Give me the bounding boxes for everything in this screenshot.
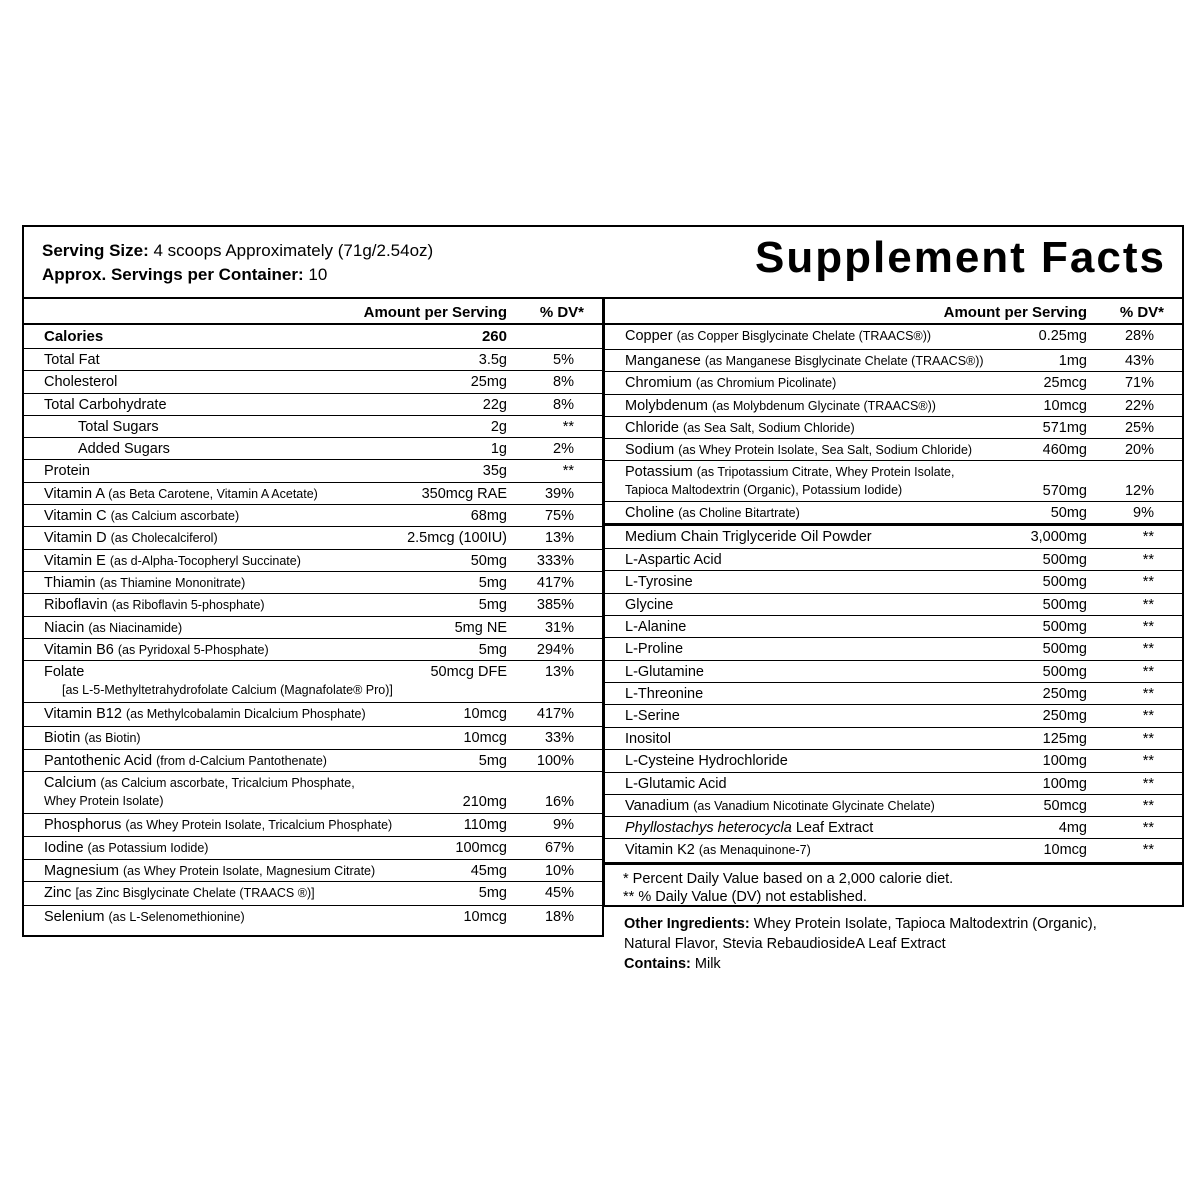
dv-value: ** (1142, 776, 1154, 792)
table-row (24, 617, 602, 639)
nutrient-name (625, 574, 693, 590)
amount-value: 50mcg (1043, 798, 1087, 814)
nutrient-label: Vitamin C (44, 508, 107, 524)
table-row (605, 817, 1182, 839)
contains-value: Milk (690, 956, 721, 972)
table-row (24, 639, 602, 661)
nutrient-name (44, 706, 366, 722)
amount-value: 2g (490, 419, 507, 435)
amount-value: 571mg (1042, 420, 1087, 436)
amount-value: 68mg (470, 508, 507, 524)
nutrient-source: (from d-Calcium Pantothenate) (156, 754, 327, 768)
table-row (605, 839, 1182, 863)
nutrient-source: (as Copper Bisglycinate Chelate (TRAACS®)) (676, 329, 932, 343)
nutrient-label-rest: Leaf Extract (791, 820, 874, 836)
nutrient-name (44, 597, 265, 613)
dv-value: 13% (544, 664, 574, 680)
dv-value: 13% (544, 530, 574, 546)
nutrient-name (44, 463, 90, 479)
nutrient-source: (as Methylcobalamin Dicalcium Phosphate) (125, 707, 366, 721)
amount-value: 100mcg (455, 840, 507, 856)
table-row (24, 416, 602, 438)
other-ingredients-label: Other Ingredients: (624, 916, 750, 932)
nutrient-name (44, 863, 375, 879)
nutrient-name (625, 619, 686, 635)
nutrient-name (44, 885, 315, 901)
dv-column-label: % DV* (539, 304, 584, 321)
dv-value: ** (1142, 664, 1154, 680)
table-row (24, 483, 602, 505)
dv-value: ** (562, 419, 574, 435)
dv-value: 2% (553, 441, 574, 457)
table-row (605, 773, 1182, 795)
nutrient-source: (as Whey Protein Isolate, Sea Salt, Sodium Chloride) (678, 443, 973, 457)
nutrient-name (625, 776, 727, 792)
serving-size-value: 4 scoops Approximately (71g/2.54oz) (153, 241, 434, 260)
amount-value: 4mg (1058, 820, 1087, 836)
nutrient-name (625, 420, 855, 436)
nutrient-name (78, 441, 170, 457)
nutrient-label: Pantothenic Acid (44, 753, 153, 769)
nutrient-label: Manganese (625, 353, 701, 369)
table-row (605, 728, 1182, 750)
nutrient-label: Medium Chain Triglyceride Oil Powder (625, 529, 872, 545)
serving-size (42, 241, 433, 261)
nutrient-label: Vitamin A (44, 486, 105, 502)
dv-value: 10% (544, 863, 574, 879)
table-row (605, 638, 1182, 661)
nutrient-label: Chloride (625, 420, 679, 436)
nutrient-name (44, 328, 103, 345)
amount-value: 5mg (478, 642, 507, 658)
amount-value: 500mg (1042, 574, 1087, 590)
contains-label: Contains: (624, 956, 691, 972)
nutrient-label: Selenium (44, 909, 105, 925)
table-row (24, 460, 602, 483)
amount-value: 500mg (1042, 664, 1087, 680)
nutrient-source: (as Sea Salt, Sodium Chloride) (683, 421, 855, 435)
amount-value: 210mg (462, 794, 507, 810)
dv-value: 25% (1124, 420, 1154, 436)
nutrient-source: (as Whey Protein Isolate, Magnesium Citrate) (122, 864, 376, 878)
nutrient-source: [as Zinc Bisglycinate Chelate (TRAACS ®)] (75, 886, 315, 900)
dv-column-label: % DV* (1119, 304, 1164, 321)
nutrient-source: (as Vanadium Nicotinate Glycinate Chelate) (693, 799, 935, 813)
other-ingredients-line2: Natural Flavor, Stevia RebaudiosideA Leaf Extract (624, 936, 946, 952)
dv-value: ** (1142, 820, 1154, 836)
dv-value: 18% (544, 909, 574, 925)
nutrient-label: L-Threonine (625, 686, 704, 702)
dv-value: 8% (553, 397, 574, 413)
nutrient-name (78, 419, 159, 435)
dv-value: ** (1142, 574, 1154, 590)
table-row (605, 705, 1182, 728)
nutrient-source: (as Cholecalciferol) (110, 531, 218, 545)
nutrient-name (625, 328, 931, 344)
dv-value: 385% (536, 597, 574, 613)
nutrient-name (625, 505, 800, 521)
dv-value: 100% (536, 753, 574, 769)
dv-value: ** (1142, 842, 1154, 858)
amount-value: 5mg NE (454, 620, 507, 636)
table-row (24, 750, 602, 772)
dv-value: 16% (544, 794, 574, 810)
table-row (24, 814, 602, 837)
amount-value: 10mcg (463, 706, 507, 722)
dv-value: 5% (553, 352, 574, 368)
nutrient-name (625, 731, 671, 747)
amount-value: 45mg (470, 863, 507, 879)
dv-value: 9% (1133, 505, 1154, 521)
nutrient-label: L-Glutamine (625, 664, 704, 680)
nutrient-name (44, 775, 355, 791)
dv-value: ** (1142, 529, 1154, 545)
table-row (605, 395, 1182, 417)
facts-header (22, 225, 1184, 297)
amount-column-label: Amount per Serving (363, 304, 507, 321)
amount-value: 250mg (1042, 686, 1087, 702)
dv-value: 417% (536, 575, 574, 591)
table-row (605, 461, 1182, 502)
nutrient-label: Protein (44, 463, 90, 479)
nutrient-label: Zinc (44, 885, 72, 901)
nutrient-name (44, 575, 245, 591)
nutrient-label: Inositol (625, 731, 671, 747)
dv-value: 67% (544, 840, 574, 856)
dv-value: 9% (553, 817, 574, 833)
table-row (24, 325, 602, 349)
not-established-footnote: ** % Daily Value (DV) not established. (623, 889, 867, 905)
amount-value: 5mg (478, 753, 507, 769)
amount-value: 100mg (1042, 753, 1087, 769)
amount-value: 22g (482, 397, 507, 413)
amount-value: 110mg (463, 817, 507, 833)
nutrient-label: L-Aspartic Acid (625, 552, 722, 568)
nutrient-source-line2: Tapioca Maltodextrin (Organic), Potassium Iodide) (625, 483, 903, 497)
nutrient-name (625, 686, 703, 702)
nutrient-label: Added Sugars (78, 441, 170, 457)
nutrient-label: Vitamin B6 (44, 642, 114, 658)
nutrient-source: (as Menaquinone-7) (698, 843, 811, 857)
nutrient-name (44, 508, 239, 524)
nutrient-name (44, 620, 182, 636)
amount-value: 10mcg (463, 909, 507, 925)
table-row (24, 572, 602, 594)
nutrient-name (44, 642, 269, 658)
nutrient-source: (as Chromium Picolinate) (695, 376, 837, 390)
table-row (605, 661, 1182, 683)
nutrient-name (625, 529, 872, 545)
nutrient-label: Phosphorus (44, 817, 122, 833)
nutrient-label: Copper (625, 328, 673, 344)
nutrient-name (625, 820, 873, 836)
nutrient-name (625, 664, 704, 680)
nutrient-source: (as Molybdenum Glycinate (TRAACS®)) (712, 399, 936, 413)
amount-value: 50mg (1050, 505, 1087, 521)
table-row (24, 860, 602, 882)
nutrient-name (44, 397, 167, 413)
nutrient-label: Vitamin E (44, 553, 106, 569)
dv-value: 45% (544, 885, 574, 901)
table-row (605, 502, 1182, 526)
nutrient-name (625, 842, 811, 858)
nutrient-label: Thiamin (44, 575, 96, 591)
amount-value: 1g (490, 441, 507, 457)
dv-value: 333% (536, 553, 574, 569)
amount-value: 570mg (1042, 483, 1087, 499)
nutrient-name (625, 753, 788, 769)
nutrient-label: Vitamin D (44, 530, 107, 546)
nutrient-name (44, 817, 392, 833)
amount-value: 500mg (1042, 552, 1087, 568)
left-column-header (24, 299, 602, 325)
nutrient-name (44, 664, 84, 680)
nutrient-name (625, 398, 936, 414)
amount-value: 100mg (1042, 776, 1087, 792)
amount-value: 125mg (1042, 731, 1087, 747)
dv-footnote: * Percent Daily Value based on a 2,000 calorie diet. (623, 871, 954, 887)
amount-value: 0.25mg (1038, 328, 1087, 344)
amount-value: 3,000mg (1030, 529, 1087, 545)
nutrient-label: Calcium (44, 775, 97, 791)
dv-value: 417% (536, 706, 574, 722)
nutrient-source: (as Whey Protein Isolate, Tricalcium Phosphate) (125, 818, 393, 832)
nutrient-name (625, 353, 984, 369)
nutrient-name (625, 552, 722, 568)
nutrient-source-line2: [as L-5-Methyltetrahydrofolate Calcium (Magnafolate® Pro)] (62, 683, 393, 697)
nutrient-label: Sodium (625, 442, 675, 458)
table-row (24, 394, 602, 416)
table-row (24, 906, 602, 931)
dv-value: 33% (544, 730, 574, 746)
nutrient-name (625, 442, 972, 458)
table-row (24, 703, 602, 727)
nutrient-label: Total Carbohydrate (44, 397, 167, 413)
table-row (605, 350, 1182, 372)
right-rows (605, 325, 1182, 863)
table-row (24, 594, 602, 617)
table-row (605, 549, 1182, 571)
nutrient-source: (as Riboflavin 5-phosphate) (111, 598, 265, 612)
amount-value: 250mg (1042, 708, 1087, 724)
nutrient-name (44, 530, 218, 546)
nutrient-name (44, 840, 208, 856)
nutrient-label: Cholesterol (44, 374, 118, 390)
table-row (24, 550, 602, 572)
left-rows (24, 325, 602, 931)
nutrient-source: (as Pyridoxal 5-Phosphate) (117, 643, 269, 657)
amount-value: 50mcg DFE (430, 664, 507, 680)
nutrient-label: Biotin (44, 730, 81, 746)
nutrient-label: L-Cysteine Hydrochloride (625, 753, 788, 769)
amount-value: 5mg (478, 597, 507, 613)
amount-value: 500mg (1042, 641, 1087, 657)
nutrient-label: L-Alanine (625, 619, 687, 635)
footnotes (603, 862, 1184, 907)
table-row (24, 527, 602, 550)
nutrient-name (625, 708, 680, 724)
table-row (24, 438, 602, 460)
nutrient-source: (as Manganese Bisglycinate Chelate (TRAACS®)) (704, 354, 984, 368)
amount-value: 2.5mcg (100IU) (407, 530, 507, 546)
nutrient-source: (as Thiamine Mononitrate) (99, 576, 246, 590)
amount-value: 500mg (1042, 597, 1087, 613)
table-row (24, 371, 602, 394)
nutrient-name (44, 909, 245, 925)
servings-per-container (42, 265, 327, 285)
nutrient-label: Vitamin B12 (44, 706, 122, 722)
dv-value: 43% (1124, 353, 1154, 369)
nutrient-source: (as Biotin) (84, 731, 141, 745)
nutrient-label: L-Proline (625, 641, 684, 657)
nutrient-label: Glycine (625, 597, 674, 613)
amount-value: 10mcg (463, 730, 507, 746)
table-row (605, 683, 1182, 705)
amount-value: 10mcg (1043, 398, 1087, 414)
nutrient-label: L-Serine (625, 708, 680, 724)
dv-value: 22% (1124, 398, 1154, 414)
servings-label: Approx. Servings per Container: (42, 265, 304, 284)
dv-value: ** (1142, 641, 1154, 657)
dv-value: 71% (1124, 375, 1154, 391)
amount-value: 35g (482, 463, 507, 479)
dv-value: ** (1142, 731, 1154, 747)
nutrient-label: Potassium (625, 464, 693, 480)
nutrient-source: (as d-Alpha-Tocopheryl Succinate) (109, 554, 301, 568)
amount-value: 5mg (478, 575, 507, 591)
dv-value: ** (1142, 597, 1154, 613)
nutrient-label: Vanadium (625, 798, 690, 814)
amount-value: 25mcg (1043, 375, 1087, 391)
amount-value: 260 (481, 328, 507, 345)
table-row (24, 772, 602, 814)
nutrient-name (44, 486, 318, 502)
page-title: Supplement Facts (755, 233, 1166, 282)
nutrient-label: Folate (44, 664, 85, 680)
right-column-header (605, 299, 1182, 325)
table-row (605, 594, 1182, 616)
amount-value: 460mg (1042, 442, 1087, 458)
nutrient-source: (as Potassium Iodide) (87, 841, 209, 855)
dv-value: ** (1142, 708, 1154, 724)
dv-value: ** (562, 463, 574, 479)
nutrient-source: (as Choline Bitartrate) (678, 506, 800, 520)
nutrient-label: Calories (44, 328, 104, 345)
table-row (605, 372, 1182, 395)
dv-value: ** (1142, 798, 1154, 814)
nutrient-label: Niacin (44, 620, 85, 636)
dv-value: ** (1142, 619, 1154, 635)
table-row (24, 837, 602, 860)
dv-value: 12% (1124, 483, 1154, 499)
table-row (605, 417, 1182, 439)
table-row (605, 795, 1182, 817)
nutrient-label: Riboflavin (44, 597, 108, 613)
nutrient-name (44, 352, 100, 368)
amount-column-label: Amount per Serving (943, 304, 1087, 321)
left-facts-table (22, 297, 604, 937)
nutrient-label: Phyllostachys heterocycla (625, 820, 792, 836)
nutrient-name (44, 730, 141, 746)
nutrient-label: Vitamin K2 (625, 842, 695, 858)
nutrient-label: Total Sugars (78, 419, 159, 435)
dv-value: 31% (544, 620, 574, 636)
dv-value: 294% (536, 642, 574, 658)
amount-value: 1mg (1058, 353, 1087, 369)
table-row (605, 571, 1182, 594)
nutrient-source: (as Tripotassium Citrate, Whey Protein Isolate, (696, 465, 955, 479)
amount-value: 50mg (470, 553, 507, 569)
nutrient-source: (as Niacinamide) (88, 621, 183, 635)
nutrient-label: Choline (625, 505, 675, 521)
dv-value: 39% (544, 486, 574, 502)
table-row (605, 616, 1182, 638)
nutrient-label: Total Fat (44, 352, 100, 368)
nutrient-name (625, 464, 954, 480)
nutrient-label: L-Tyrosine (625, 574, 693, 590)
amount-value: 10mcg (1043, 842, 1087, 858)
nutrient-label: L-Glutamic Acid (625, 776, 727, 792)
nutrient-source: (as L-Selenomethionine) (108, 910, 245, 924)
nutrient-label: Magnesium (44, 863, 119, 879)
table-row (24, 661, 602, 703)
table-row (605, 750, 1182, 773)
table-row (24, 882, 602, 906)
nutrient-source-line2: Whey Protein Isolate) (44, 794, 164, 808)
nutrient-name (625, 375, 836, 391)
right-facts-table (603, 297, 1184, 907)
nutrient-label: Molybdenum (625, 398, 709, 414)
dv-value: 20% (1124, 442, 1154, 458)
nutrient-name (44, 753, 327, 769)
dv-value: 28% (1124, 328, 1154, 344)
dv-value: ** (1142, 552, 1154, 568)
amount-value: 25mg (470, 374, 507, 390)
serving-size-label: Serving Size: (42, 241, 149, 260)
other-ingredients (624, 914, 1184, 974)
nutrient-label: Chromium (625, 375, 692, 391)
dv-value: ** (1142, 686, 1154, 702)
amount-value: 3.5g (478, 352, 507, 368)
table-row (24, 727, 602, 750)
table-row (605, 325, 1182, 350)
nutrient-source: (as Calcium ascorbate, Tricalcium Phosphate, (100, 776, 355, 790)
nutrient-source: (as Calcium ascorbate) (110, 509, 240, 523)
amount-value: 350mcg RAE (421, 486, 507, 502)
nutrient-name (44, 553, 301, 569)
nutrient-name (44, 374, 117, 390)
table-row (605, 526, 1182, 549)
other-ingredients-line1: Whey Protein Isolate, Tapioca Maltodextrin (Organic), (749, 916, 1097, 932)
dv-value: 8% (553, 374, 574, 390)
table-row (24, 505, 602, 527)
dv-value: ** (1142, 753, 1154, 769)
amount-value: 5mg (478, 885, 507, 901)
amount-value: 500mg (1042, 619, 1087, 635)
table-row (24, 349, 602, 371)
nutrient-source: (as Beta Carotene, Vitamin A Acetate) (108, 487, 318, 501)
nutrient-name (625, 641, 683, 657)
servings-value: 10 (308, 265, 328, 284)
nutrient-name (625, 798, 935, 814)
nutrient-label: Iodine (44, 840, 84, 856)
nutrient-name (625, 597, 673, 613)
table-row (605, 439, 1182, 461)
dv-value: 75% (544, 508, 574, 524)
